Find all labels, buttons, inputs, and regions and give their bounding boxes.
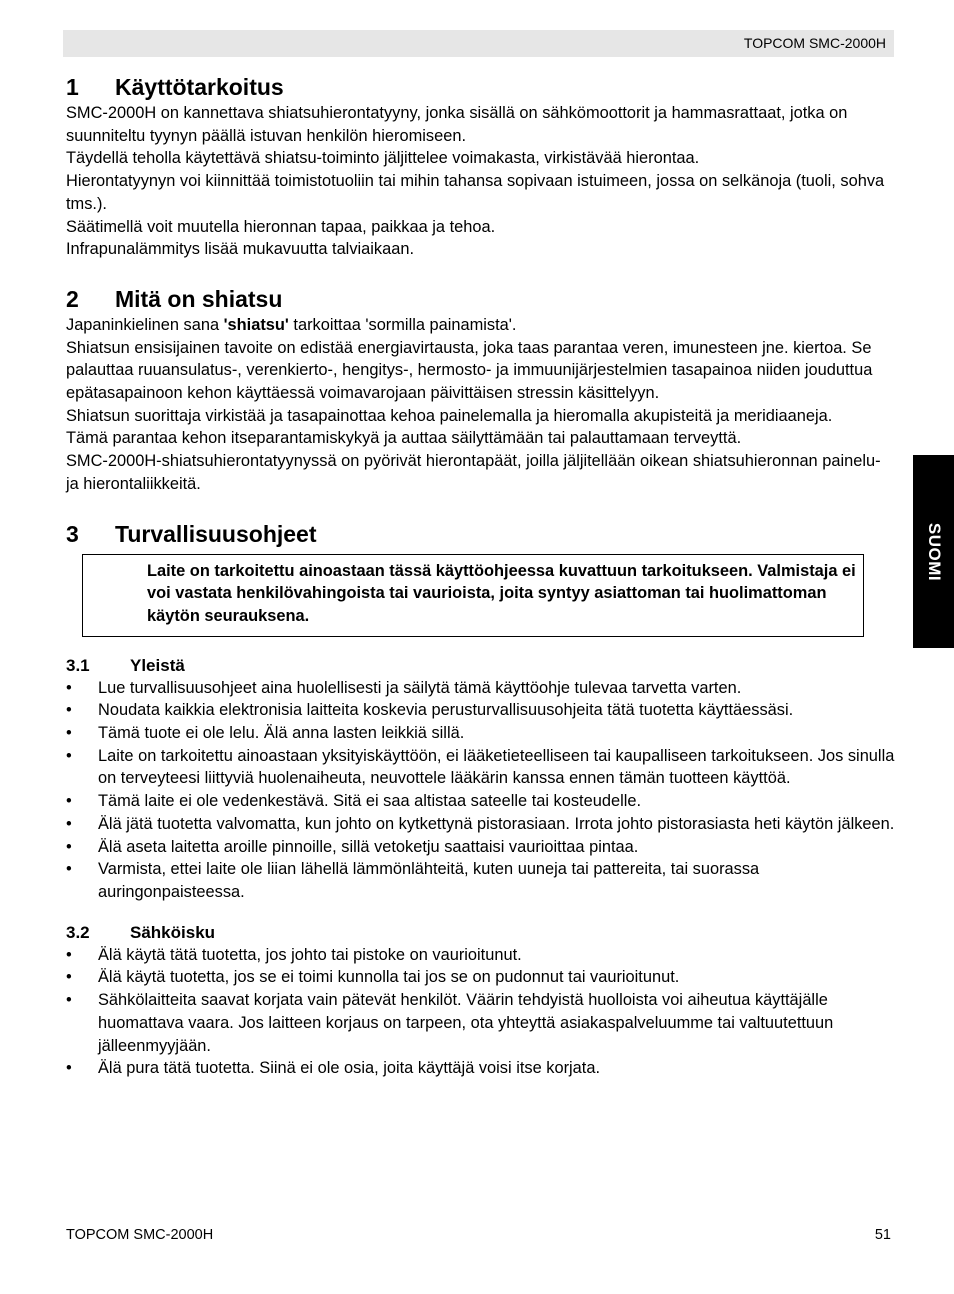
header-model: TOPCOM SMC-2000H — [743, 35, 886, 51]
section-1-paragraph: Täydellä teholla käytettävä shiatsu-toiminto jäljittelee voimakasta, virkistävää hierontaa. — [66, 149, 700, 168]
language-tab-label: SUOMI — [924, 522, 944, 581]
section-2-paragraph: Shiatsun suorittaja virkistää ja tasapainottaa kehoa painelemalla ja hieromalla akupisteitä ja meridiaaneja. — [66, 406, 833, 425]
list-item — [66, 699, 896, 722]
list-item-text: Älä pura tätä tuotetta. Siinä ei ole osia, joita käyttäjä voisi itse korjata. — [98, 1059, 601, 1078]
section-2-paragraph: Shiatsun ensisijainen tavoite on edistää energiavirtausta, joka taas parantaa veren, imunesteen jne. kiertoa. Se palauttaa ruuansulatus-, verenkierto-, hengitys-, hermosto- ja immuunijärjestelmien tasapainoa niiden jouduttua epätasapainoon kehon käyttäessä voimavarojaan päivittäisen stressin käsittelyyn. — [66, 338, 873, 403]
section-3-title: Turvallisuusohjeet — [115, 520, 317, 547]
general-safety-list — [66, 677, 896, 904]
list-item — [66, 677, 896, 700]
list-item — [66, 966, 896, 989]
list-item — [66, 745, 896, 790]
bullet: • — [66, 701, 72, 720]
intro-term-bold: 'shiatsu' — [223, 315, 289, 334]
list-item-text: Sähkölaitteita saavat korjata vain pätevät henkilöt. Väärin tehdyistä huolloista voi aiheutua käyttäjälle huomattava vaara. Jos laitteen korjaus on tarpeen, ota yhteyttä asiakaspalveluumme tai valtuutettuun jälleenmyyjään. — [98, 991, 834, 1055]
section-3-number: 3 — [66, 520, 79, 547]
list-item — [66, 790, 896, 813]
list-item-text: Älä käytä tuotetta, jos se ei toimi kunnolla tai jos se on pudonnut tai vaurioitunut. — [98, 968, 680, 987]
section-1-paragraph: Infrapunalämmitys lisää mukavuutta talviaikaan. — [66, 240, 415, 259]
section-1-paragraph: Hierontatyynyn voi kiinnittää toimistotuoliin tai mihin tahansa sopivaan istuimeen, jossa on selkänoja (tuoli, sohva tms.). — [66, 172, 885, 213]
bullet: • — [66, 678, 72, 697]
section-2-paragraph: Tämä parantaa kehon itseparantamiskykyä ja auttaa säilyttämään tai palauttamaan terveyttä. — [66, 429, 742, 448]
section-2-heading — [66, 284, 896, 314]
bullet: • — [66, 792, 72, 811]
bullet: • — [66, 991, 72, 1010]
bullet: • — [66, 814, 72, 833]
bullet: • — [66, 945, 72, 964]
section-1-heading — [66, 72, 896, 102]
subsection-3-1-number: 3.1 — [66, 655, 90, 675]
list-item-text: Noudata kaikkia elektronisia laitteita koskevia perusturvallisuusohjeita tätä tuotetta käyttäessäsi. — [98, 701, 794, 720]
intro-text-pre: Japaninkielinen sana — [66, 315, 224, 334]
section-3-heading — [66, 519, 896, 549]
section-2-paragraph: SMC-2000H-shiatsuhierontatyynyssä on pyörivät hierontapäät, joilla jäljitellään oikean shiatsuhieronnan painelu- ja hierontaliikkeitä. — [66, 452, 881, 493]
list-item-text: Lue turvallisuusohjeet aina huolellisesti ja säilytä tämä käyttöohje tulevaa tarvetta varten. — [98, 678, 742, 697]
section-2-intro — [66, 314, 896, 337]
bullet: • — [66, 724, 72, 743]
list-item — [66, 1057, 896, 1080]
list-item — [66, 836, 896, 859]
list-item-text: Tämä laite ei ole vedenkestävä. Sitä ei saa altistaa sateelle tai kosteudelle. — [98, 792, 642, 811]
intro-text-post: tarkoittaa 'sormilla painamista'. — [288, 315, 517, 334]
bullet: • — [66, 1059, 72, 1078]
bullet: • — [66, 860, 72, 879]
list-item-text: Älä käytä tätä tuotetta, jos johto tai pistoke on vaurioitunut. — [98, 945, 522, 964]
subsection-3-2-heading — [66, 922, 896, 944]
footer-model: TOPCOM SMC-2000H — [66, 1227, 214, 1243]
list-item — [66, 813, 896, 836]
subsection-3-1-title: Yleistä — [130, 655, 185, 675]
header-bar — [63, 30, 894, 57]
bullet: • — [66, 837, 72, 856]
list-item — [66, 858, 896, 903]
list-item — [66, 989, 896, 1057]
list-item-text: Laite on tarkoitettu ainoastaan yksityiskäyttöön, ei lääketieteelliseen tai kaupalliseen tarkoitukseen. Jos sinulla on terveyteesi liittyviä huolenaiheuta, neuvottele lääkärin kanssa ennen tämän tuotteen käyttöä. — [98, 746, 895, 788]
section-2-title: Mitä on shiatsu — [115, 285, 283, 312]
language-tab — [913, 455, 954, 648]
subsection-3-2-number: 3.2 — [66, 922, 90, 942]
list-item-text: Tämä tuote ei ole lelu. Älä anna lasten leikkiä sillä. — [98, 724, 465, 743]
page-number: 51 — [874, 1227, 891, 1243]
list-item-text: Varmista, ettei laite ole liian lähellä lämmönlähteitä, kuten uuneja tai pattereita, tai suorassa auringonpaisteessa. — [98, 860, 760, 901]
bullet: • — [66, 968, 72, 987]
section-1-paragraph: Säätimellä voit muutella hieronnan tapaa, paikkaa ja tehoa. — [66, 217, 496, 236]
section-1-number: 1 — [66, 74, 79, 100]
electric-shock-list — [66, 944, 896, 1080]
list-item — [66, 944, 896, 967]
bullet: • — [66, 746, 72, 765]
section-1-paragraph: SMC-2000H on kannettava shiatsuhierontatyyny, jonka sisällä on sähkömoottorit ja hammasrattaat, jotka on suunniteltu tyynyn päällä istuvan henkilön hieromiseen. — [66, 104, 848, 145]
list-item — [66, 722, 896, 745]
subsection-3-1-heading — [66, 655, 896, 677]
list-item-text: Älä aseta laitetta aroille pinnoille, sillä vetoketju saattaisi vaurioittaa pintaa. — [98, 837, 639, 856]
page-content — [66, 72, 896, 1080]
subsection-3-2-title: Sähköisku — [130, 922, 216, 942]
section-1-title: Käyttötarkoitus — [115, 74, 284, 100]
list-item-text: Älä jätä tuotetta valvomatta, kun johto on kytkettynä pistorasiaan. Irrota johto pistorasiasta heti käytön jälkeen. — [98, 814, 895, 833]
warning-box: Laite on tarkoitettu ainoastaan tässä käyttöohjeessa kuvattuun tarkoitukseen. Valmistaja ei voi vastata henkilövahingoista tai vaurioista, joita syntyy asiattoman tai huolimattoman käytön seurauksena. — [82, 554, 864, 637]
section-2-number: 2 — [66, 285, 79, 312]
